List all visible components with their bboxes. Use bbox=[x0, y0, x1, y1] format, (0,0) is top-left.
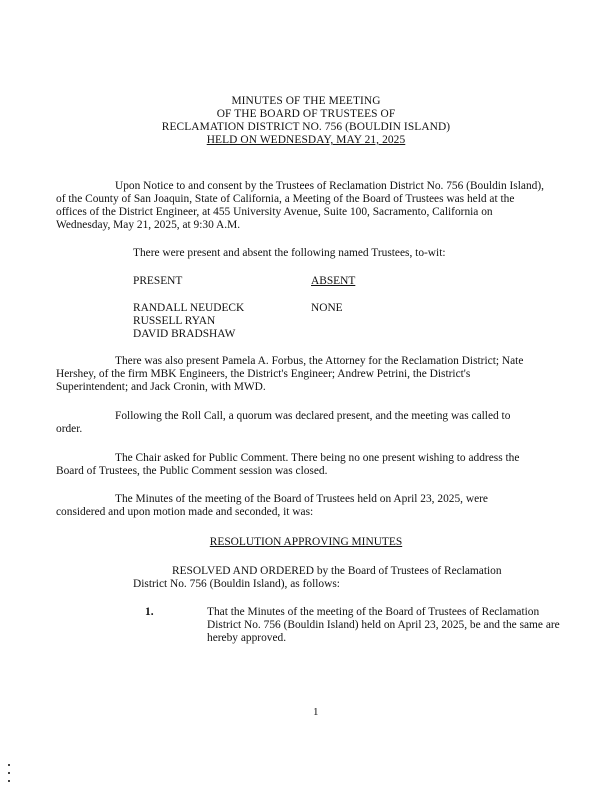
minutes-line-2: considered and upon motion made and seconded, it was: bbox=[56, 506, 314, 518]
present-header: PRESENT bbox=[133, 275, 183, 287]
resolution-title-row bbox=[0, 536, 612, 550]
resolved-line-1: RESOLVED AND ORDERED by the Board of Trustees of Reclamation bbox=[172, 565, 502, 577]
public-comment-line-1: The Chair asked for Public Comment. There being no one present wishing to address the bbox=[115, 452, 520, 464]
present-trustee: RANDALL NEUDECK bbox=[133, 302, 245, 314]
scan-mark bbox=[8, 764, 10, 766]
resolution-title: RESOLUTION APPROVING MINUTES bbox=[209, 536, 403, 548]
public-comment-line-2: Board of Trustees, the Public Comment session was closed. bbox=[56, 465, 328, 477]
present-trustee: DAVID BRADSHAW bbox=[133, 328, 236, 340]
roll-call-line-2: order. bbox=[56, 423, 83, 435]
resolved-line-2: District No. 756 (Bouldin Island), as follows: bbox=[133, 578, 340, 590]
header-line-3: RECLAMATION DISTRICT NO. 756 (BOULDIN ISLAND) bbox=[161, 121, 451, 133]
page-number: 1 bbox=[313, 706, 319, 718]
absent-trustee: NONE bbox=[311, 302, 343, 314]
absent-header: ABSENT bbox=[311, 275, 356, 287]
also-present-line-3: Superintendent; and Jack Cronin, with MWD. bbox=[56, 381, 266, 393]
scan-mark bbox=[8, 780, 10, 782]
header-line-2: OF THE BOARD OF TRUSTEES OF bbox=[216, 108, 396, 120]
meeting-date-heading: HELD ON WEDNESDAY, MAY 21, 2025 bbox=[206, 134, 406, 146]
header-line-1: MINUTES OF THE MEETING bbox=[231, 95, 381, 107]
item-line-3: hereby approved. bbox=[207, 632, 287, 644]
notice-line-4: Wednesday, May 21, 2025, at 9:30 A.M. bbox=[56, 219, 241, 231]
notice-line-2: of the County of San Joaquin, State of California, a Meeting of the Board of Trustees was held at the bbox=[56, 193, 515, 205]
present-intro: There were present and absent the following named Trustees, to-wit: bbox=[133, 247, 446, 259]
item-line-2: District No. 756 (Bouldin Island) held on April 23, 2025, be and the same are bbox=[207, 619, 560, 631]
item-line-1: That the Minutes of the meeting of the Board of Trustees of Reclamation bbox=[207, 606, 540, 618]
notice-line-1: Upon Notice to and consent by the Trustees of Reclamation District No. 756 (Bouldin Island), bbox=[115, 180, 544, 192]
notice-line-3: offices of the District Engineer, at 455 University Avenue, Suite 100, Sacramento, California on bbox=[56, 206, 493, 218]
present-trustee: RUSSELL RYAN bbox=[133, 315, 216, 327]
header-line-4 bbox=[0, 134, 612, 148]
scan-mark bbox=[8, 772, 10, 774]
also-present-line-1: There was also present Pamela A. Forbus, the Attorney for the Reclamation District; Nate bbox=[115, 355, 524, 367]
roll-call-line-1: Following the Roll Call, a quorum was declared present, and the meeting was called to bbox=[115, 410, 511, 422]
item-number: 1. bbox=[145, 606, 154, 618]
also-present-line-2: Hershey, of the firm MBK Engineers, the District's Engineer; Andrew Petrini, the District's bbox=[56, 368, 471, 380]
minutes-line-1: The Minutes of the meeting of the Board of Trustees held on April 23, 2025, were bbox=[115, 493, 488, 505]
